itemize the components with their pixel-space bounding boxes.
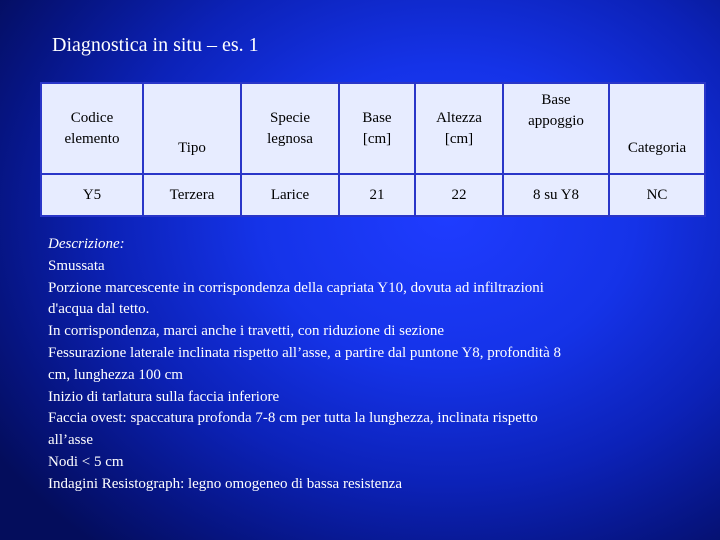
header-categoria xyxy=(609,83,705,174)
description-line: In corrispondenza, marci anche i travetti, con riduzione di sezione xyxy=(48,323,445,340)
header-line: Base xyxy=(362,109,392,126)
description-line: Fessurazione laterale inclinata rispetto all’asse, a partire dal puntone Y8, profondità 8 xyxy=(48,344,562,361)
header-line: elemento xyxy=(64,130,120,147)
description-line: Indagini Resistograph: legno omogeneo di bassa resistenza xyxy=(48,475,403,492)
description-line: d'acqua dal tetto. xyxy=(48,301,150,318)
header-line: Codice xyxy=(70,109,114,126)
header-line: [cm] xyxy=(362,130,392,147)
description-line: Faccia ovest: spaccatura profonda 7-8 cm per tutta la lunghezza, inclinata rispetto xyxy=(48,410,538,427)
description-heading: Descrizione: xyxy=(48,236,125,252)
cell-codice: Y5 xyxy=(41,174,143,216)
element-table-container xyxy=(40,82,688,217)
description-line: all’asse xyxy=(48,432,93,449)
description-line: Smussata xyxy=(48,257,105,274)
cell-base-appoggio: 8 su Y8 xyxy=(503,174,609,216)
description-line: Nodi < 5 cm xyxy=(48,453,124,470)
header-line: legnosa xyxy=(267,130,313,147)
header-line: Specie xyxy=(270,109,310,126)
cell-categoria: NC xyxy=(609,174,705,216)
description-line: Inizio di tarlatura sulla faccia inferiore xyxy=(48,388,280,405)
slide-title: Diagnostica in situ – es. 1 xyxy=(52,34,259,56)
description-line: cm, lunghezza 100 cm xyxy=(48,366,183,383)
header-codice-elemento xyxy=(41,83,143,174)
cell-specie: Larice xyxy=(241,174,339,216)
header-base-appoggio xyxy=(503,83,609,174)
header-base xyxy=(339,83,415,174)
header-line: Base xyxy=(541,92,571,108)
description-line: Porzione marcescente in corrispondenza della capriata Y10, dovuta ad infiltrazioni xyxy=(48,279,544,296)
header-tipo xyxy=(143,83,241,174)
header-line: [cm] xyxy=(444,130,474,147)
table-header-row xyxy=(41,83,705,174)
header-specie-legnosa xyxy=(241,83,339,174)
header-line: Altezza xyxy=(436,109,482,126)
cell-altezza: 22 xyxy=(415,174,503,216)
cell-tipo: Terzera xyxy=(143,174,241,216)
header-line: Tipo xyxy=(178,140,206,156)
header-line: Categoria xyxy=(627,140,687,156)
header-altezza xyxy=(415,83,503,174)
table-row xyxy=(41,174,705,216)
cell-base: 21 xyxy=(339,174,415,216)
element-table xyxy=(40,82,706,217)
description-block xyxy=(48,234,688,496)
header-line: appoggio xyxy=(528,113,584,129)
